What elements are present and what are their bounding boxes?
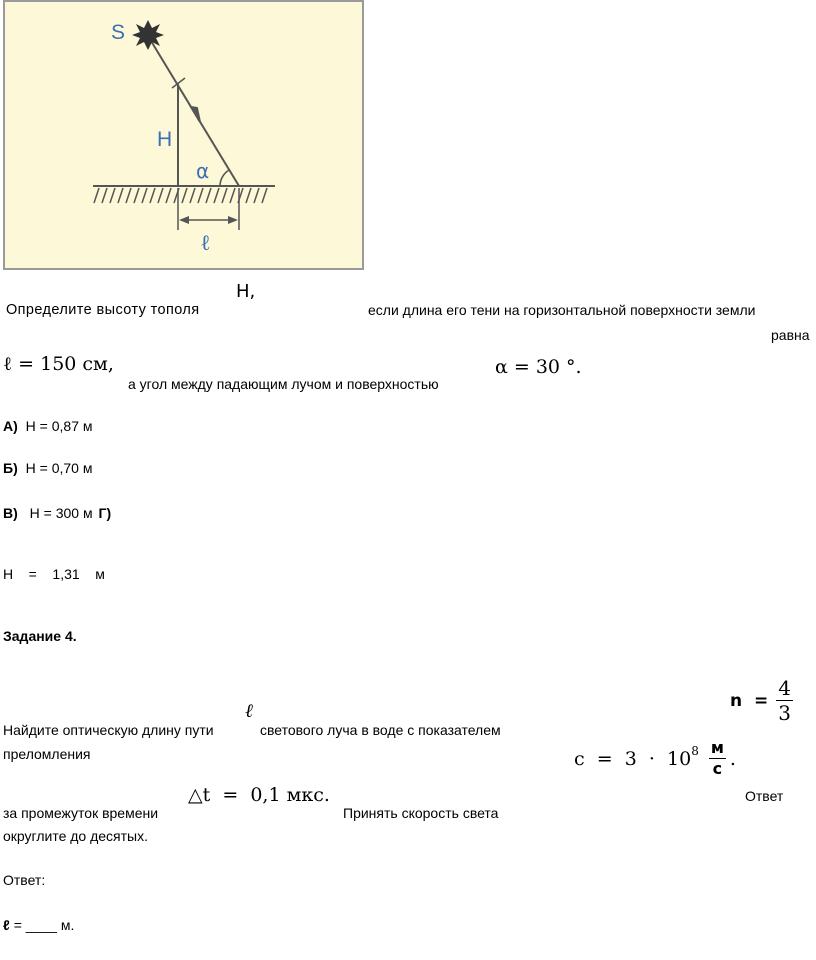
answer-word: Ответ: [745, 788, 784, 804]
c-unit-den: с: [712, 759, 723, 778]
task4-text-3: преломления: [3, 746, 91, 762]
c-unit-num: м: [710, 738, 724, 757]
task3-text-1: Определите высоту тополя: [6, 302, 200, 318]
option-text: H = 0,87 м: [25, 418, 93, 434]
option-letter: А): [3, 418, 18, 434]
task3-h-symbol: H,: [236, 281, 256, 302]
label-h: H: [157, 128, 173, 151]
option-text: H = 0,70 м: [25, 460, 93, 476]
n-lhs: n =: [730, 690, 769, 711]
c-lhs: c = 3 · 10: [574, 747, 692, 770]
task4-text-2: светового луча в воде с показателем: [260, 722, 501, 738]
light-source-star-icon: [132, 20, 164, 50]
task4-text-1: Найдите оптическую длину пути: [3, 722, 214, 738]
option-letter-g: Г): [98, 505, 112, 521]
task3-length-eq: ℓ = 150 см,: [3, 353, 114, 375]
n-formula: [730, 678, 793, 723]
final-answer-text: = ____ м.: [9, 917, 75, 933]
task4-text-6: округлите до десятых.: [3, 828, 149, 844]
label-l: ℓ: [200, 231, 211, 256]
c-exponent: 8: [691, 743, 699, 758]
task4-text-4: за промежуток времени: [3, 805, 159, 821]
task3-text-2: если длина его тени на горизонтальной поверхности земли: [368, 302, 756, 318]
task4-l-symbol: ℓ: [245, 700, 253, 722]
option-v: [3, 505, 111, 521]
option-text: H = 300 м: [29, 505, 93, 521]
final-answer-line: [3, 917, 74, 933]
task4-title: Задание 4.: [3, 628, 77, 644]
c-formula: [574, 740, 736, 777]
label-s: S: [111, 21, 126, 44]
final-l-symbol: ℓ: [3, 917, 10, 933]
diagram-background: [4, 1, 363, 269]
option-a: [3, 418, 93, 434]
option-g-text: H = 1,31 м: [3, 566, 105, 582]
answer-label: Ответ:: [3, 872, 46, 888]
n-numerator: 4: [778, 676, 791, 700]
c-unit: [709, 740, 726, 777]
task3-text-4: а угол между падающим лучом и поверхностью: [128, 376, 439, 392]
n-denominator: 3: [778, 701, 791, 725]
ray-diagram: [3, 0, 364, 270]
label-alpha: α: [196, 159, 210, 183]
dt-eq: △t = 0,1 мкс.: [188, 784, 330, 806]
option-letter: Б): [3, 460, 18, 476]
n-fraction: [776, 678, 793, 723]
task3-text-3: равна: [771, 327, 810, 343]
option-b: [3, 460, 92, 476]
option-letter: В): [3, 505, 18, 521]
c-dot: .: [729, 747, 736, 770]
task3-alpha-eq: α = 30 °.: [495, 356, 582, 378]
task4-text-5: Принять скорость света: [343, 805, 499, 821]
